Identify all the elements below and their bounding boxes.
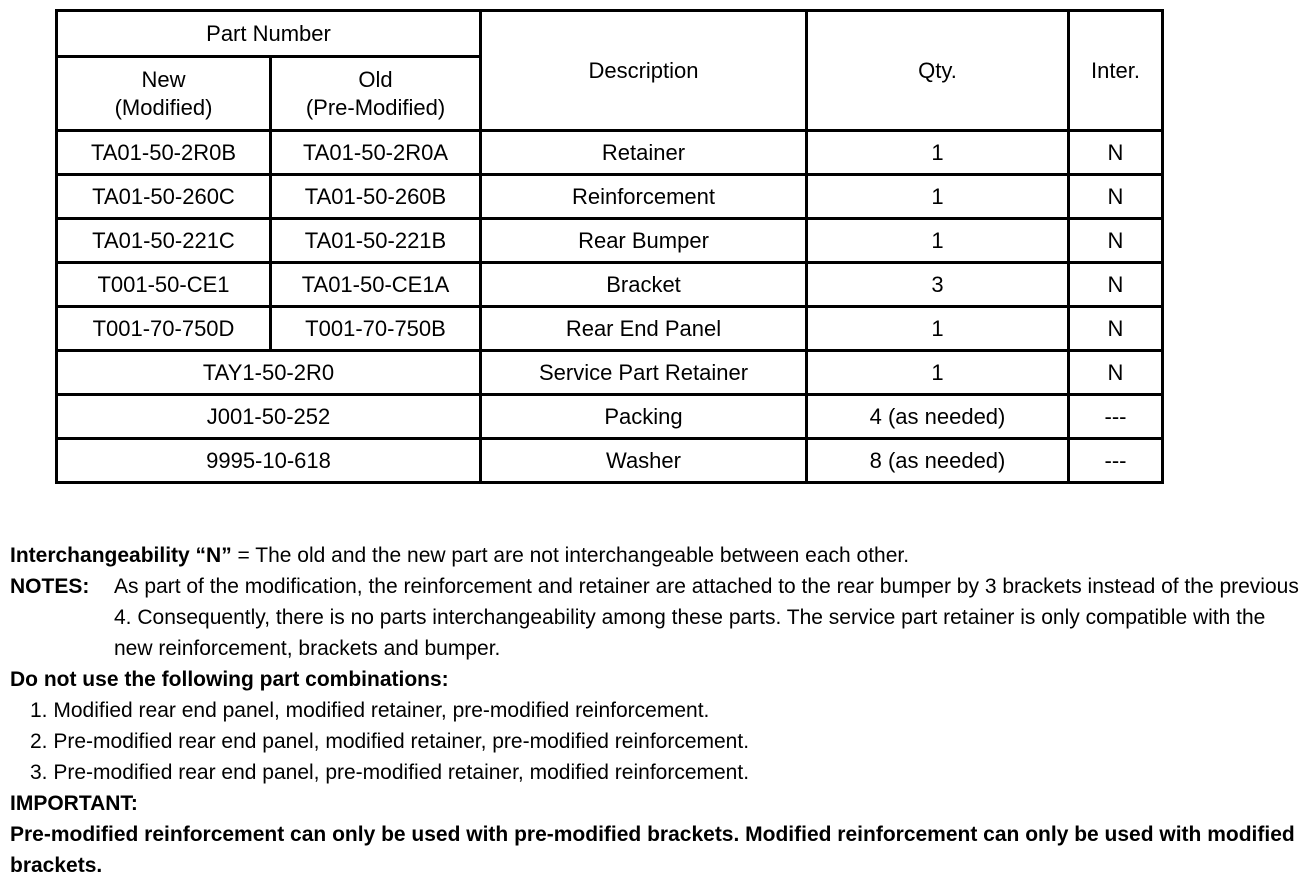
- cell-qty: 1: [807, 307, 1069, 351]
- cell-qty: 1: [807, 219, 1069, 263]
- cell-description: Reinforcement: [481, 175, 807, 219]
- donot-item-2: 2. Pre-modified rear end panel, modified retainer, pre-modified reinforcement.: [30, 730, 750, 753]
- table-row: [57, 219, 1163, 263]
- cell-old-part: TA01-50-260B: [271, 175, 481, 219]
- donot-item-1: 1. Modified rear end panel, modified retainer, pre-modified reinforcement.: [30, 699, 710, 722]
- cell-description: Service Part Retainer: [481, 351, 807, 395]
- cell-old-part: TA01-50-2R0A: [271, 131, 481, 175]
- cell-qty: 1: [807, 131, 1069, 175]
- cell-inter: ---: [1069, 395, 1163, 439]
- header-inter: Inter.: [1069, 11, 1163, 131]
- cell-old-part: TA01-50-221B: [271, 219, 481, 263]
- cell-qty: 1: [807, 351, 1069, 395]
- cell-description: Bracket: [481, 263, 807, 307]
- cell-inter: N: [1069, 307, 1163, 351]
- cell-inter: N: [1069, 351, 1163, 395]
- header-row-1: [57, 11, 1163, 57]
- cell-description: Retainer: [481, 131, 807, 175]
- header-old-label: Old: [358, 66, 393, 92]
- cell-inter: N: [1069, 131, 1163, 175]
- cell-qty: 1: [807, 175, 1069, 219]
- cell-new-part: TA01-50-260C: [57, 175, 271, 219]
- cell-description: Rear End Panel: [481, 307, 807, 351]
- table-row-merged: [57, 351, 1163, 395]
- table-row: [57, 263, 1163, 307]
- header-description: Description: [481, 11, 807, 131]
- interchangeability-label: Interchangeability “N”: [10, 544, 232, 567]
- cell-qty: 4 (as needed): [807, 395, 1069, 439]
- table-row: [57, 131, 1163, 175]
- parts-table: [55, 9, 1164, 484]
- important-text: Pre-modified reinforcement can only be used with pre-modified brackets. Modified reinforcement can only be used with modified brackets.: [10, 823, 1295, 877]
- notes-label: NOTES:: [10, 575, 90, 598]
- donot-heading: Do not use the following part combinations:: [10, 668, 449, 691]
- cell-part-number: TAY1-50-2R0: [57, 351, 481, 395]
- donot-item-3: 3. Pre-modified rear end panel, pre-modified retainer, modified reinforcement.: [30, 761, 750, 784]
- cell-new-part: TA01-50-221C: [57, 219, 271, 263]
- cell-inter: N: [1069, 263, 1163, 307]
- header-new-label: New: [141, 66, 186, 92]
- cell-description: Packing: [481, 395, 807, 439]
- cell-part-number: J001-50-252: [57, 395, 481, 439]
- interchangeability-note: [10, 540, 1305, 571]
- cell-new-part: T001-50-CE1: [57, 263, 271, 307]
- table-row-merged: [57, 395, 1163, 439]
- cell-old-part: TA01-50-CE1A: [271, 263, 481, 307]
- header-qty: Qty.: [807, 11, 1069, 131]
- cell-qty: 3: [807, 263, 1069, 307]
- table-row: [57, 307, 1163, 351]
- cell-inter: N: [1069, 219, 1163, 263]
- notes-section: [10, 540, 1305, 881]
- notes-block: [10, 571, 1305, 664]
- cell-new-part: T001-70-750D: [57, 307, 271, 351]
- cell-inter: ---: [1069, 439, 1163, 483]
- cell-old-part: T001-70-750B: [271, 307, 481, 351]
- table-row: [57, 175, 1163, 219]
- header-old-sub: (Pre-Modified): [305, 94, 446, 120]
- cell-description: Rear Bumper: [481, 219, 807, 263]
- cell-description: Washer: [481, 439, 807, 483]
- header-old: [271, 57, 481, 131]
- cell-new-part: TA01-50-2R0B: [57, 131, 271, 175]
- cell-part-number: 9995-10-618: [57, 439, 481, 483]
- header-new: [57, 57, 271, 131]
- important-heading: IMPORTANT:: [10, 792, 138, 815]
- cell-qty: 8 (as needed): [807, 439, 1069, 483]
- cell-inter: N: [1069, 175, 1163, 219]
- table-row-merged: [57, 439, 1163, 483]
- notes-text: As part of the modification, the reinforcement and retainer are attached to the rear bumper by 3 brackets instead of the previous 4. Consequently, there is no parts interchangeability among these parts. The service part retainer is only compatible with the new reinforcement, brackets and bumper.: [114, 575, 1299, 660]
- header-part-number: Part Number: [57, 11, 481, 57]
- interchangeability-text: = The old and the new part are not interchangeable between each other.: [231, 544, 910, 567]
- header-new-sub: (Modified): [114, 94, 213, 120]
